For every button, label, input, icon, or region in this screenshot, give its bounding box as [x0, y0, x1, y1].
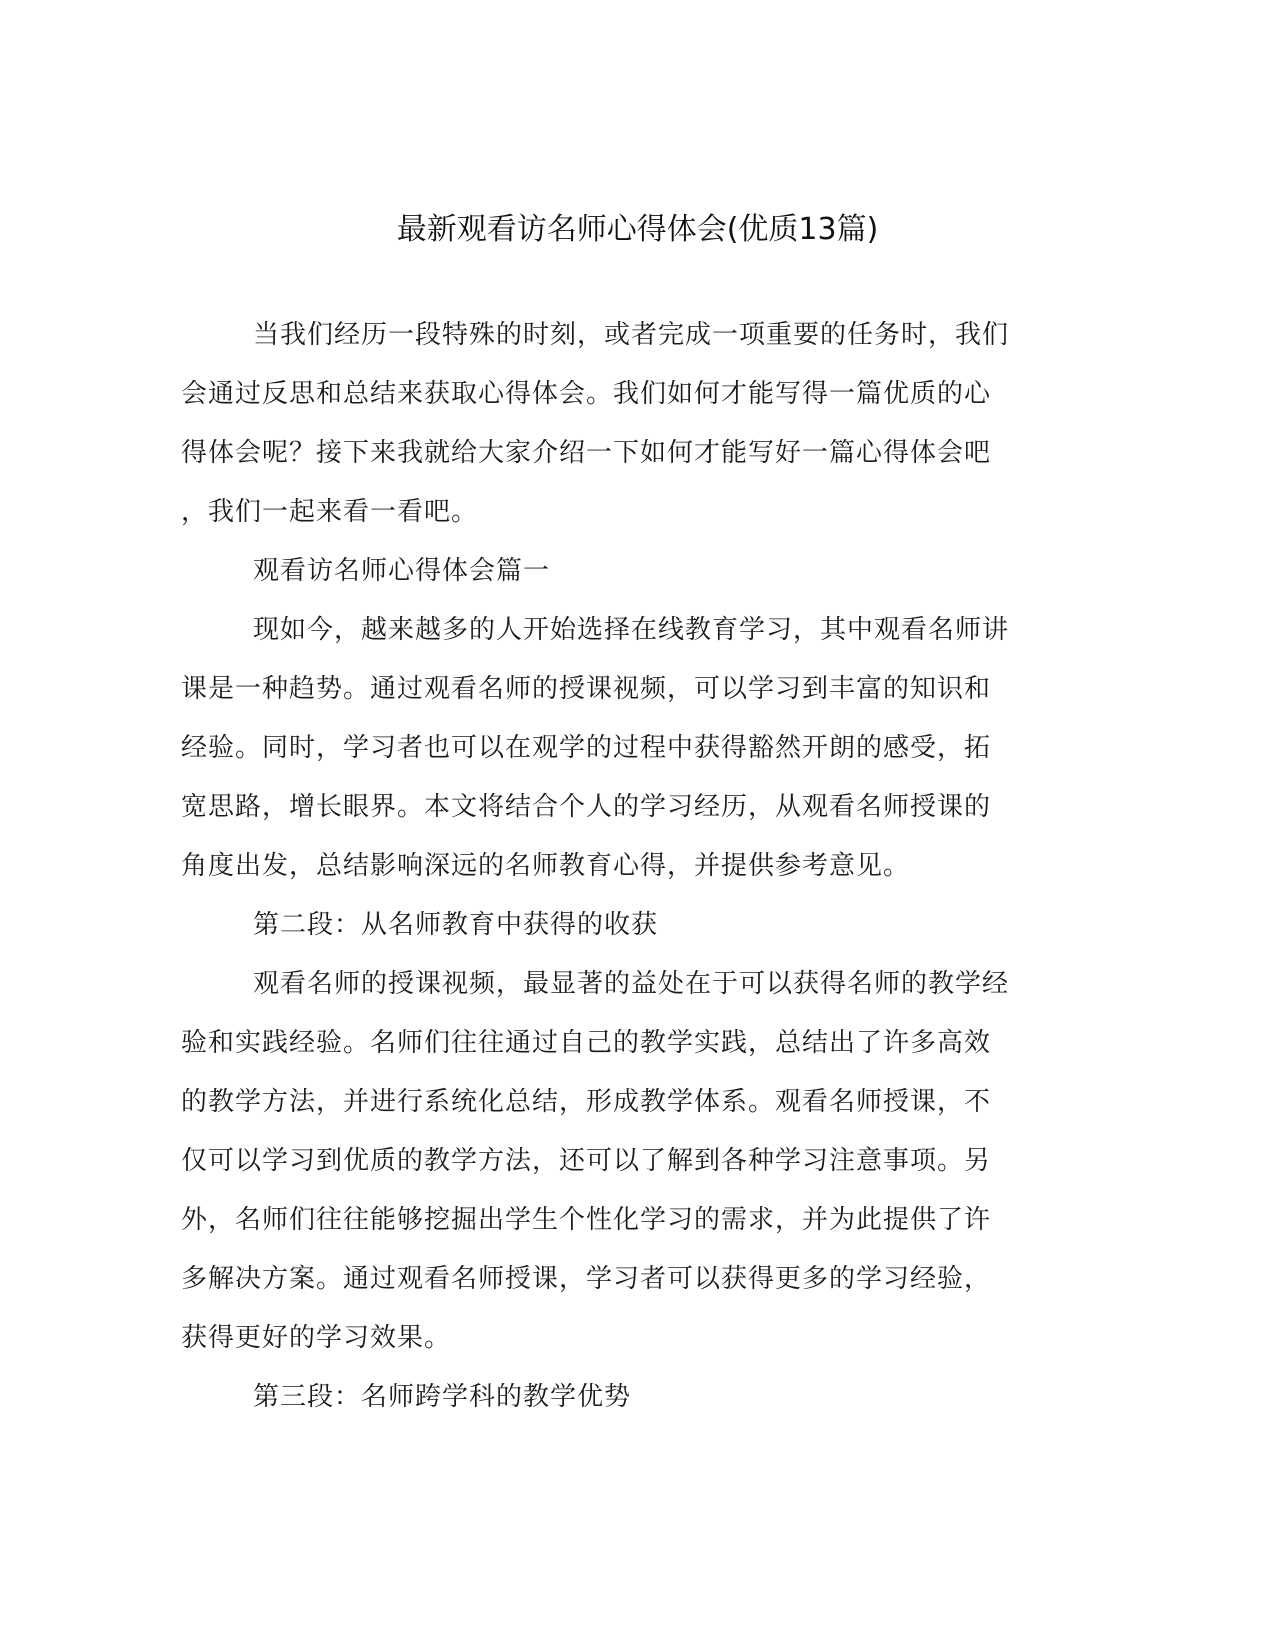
body-line: 角度出发，总结影响深远的名师教育心得，并提供参考意见。 — [181, 851, 911, 881]
body-line: 验和实践经验。名师们往往通过自己的教学实践，总结出了许多高效 — [181, 1028, 992, 1058]
body-line: 宽思路，增长眼界。本文将结合个人的学习经历，从观看名师授课的 — [181, 792, 992, 822]
body-line: 会通过反思和总结来获取心得体会。我们如何才能写得一篇优质的心 — [181, 379, 992, 409]
section-heading: 观看访名师心得体会篇一 — [253, 556, 551, 586]
body-line: 经验。同时，学习者也可以在观学的过程中获得豁然开朗的感受，拓 — [181, 733, 992, 763]
body-line: 现如今，越来越多的人开始选择在线教育学习，其中观看名师讲 — [253, 615, 1010, 645]
body-line: 获得更好的学习效果。 — [181, 1323, 452, 1353]
body-line: 多解决方案。通过观看名师授课，学习者可以获得更多的学习经验， — [181, 1264, 992, 1294]
body-line: 当我们经历一段特殊的时刻，或者完成一项重要的任务时，我们 — [253, 320, 1010, 350]
section-heading: 第三段：名师跨学科的教学优势 — [253, 1382, 632, 1412]
section-heading: 第二段：从名师教育中获得的收获 — [253, 910, 659, 940]
body-line: 课是一种趋势。通过观看名师的授课视频，可以学习到丰富的知识和 — [181, 674, 992, 704]
body-line: 的教学方法，并进行系统化总结，形成教学体系。观看名师授课，不 — [181, 1087, 992, 1117]
document-title: 最新观看访名师心得体会(优质13篇) — [396, 212, 879, 247]
body-line: 得体会呢？接下来我就给大家介绍一下如何才能写好一篇心得体会吧 — [181, 438, 992, 468]
body-line: 仅可以学习到优质的教学方法，还可以了解到各种学习注意事项。另 — [181, 1146, 992, 1176]
body-line: 观看名师的授课视频，最显著的益处在于可以获得名师的教学经 — [253, 969, 1010, 999]
body-line: ，我们一起来看一看吧。 — [181, 497, 479, 527]
body-line: 外，名师们往往能够挖掘出学生个性化学习的需求，并为此提供了许 — [181, 1205, 992, 1235]
